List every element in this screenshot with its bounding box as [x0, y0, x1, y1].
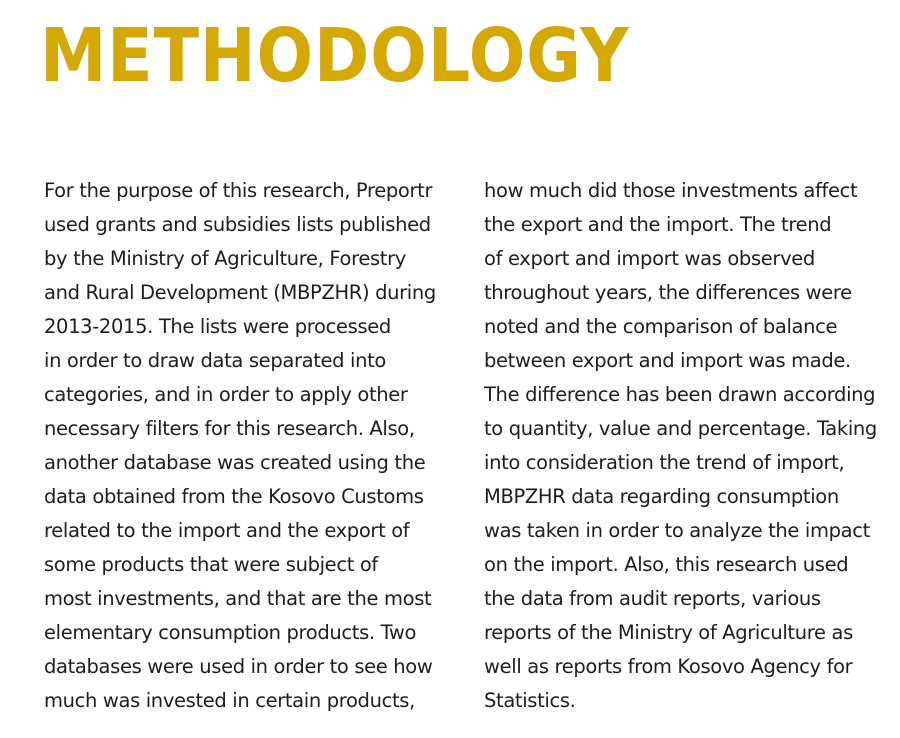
text-line: on the import. Also, this research used: [484, 553, 849, 576]
text-line: categories, and in order to apply other: [44, 383, 408, 406]
text-line: was taken in order to analyze the impact: [484, 519, 870, 542]
text-line: related to the import and the export of: [44, 519, 410, 542]
text-line: reports of the Ministry of Agriculture as: [484, 621, 853, 644]
text-line: to quantity, value and percentage. Taking: [484, 417, 877, 440]
text-line: 2013-2015. The lists were processed: [44, 315, 391, 338]
text-line: and Rural Development (MBPZHR) during: [44, 281, 436, 304]
text-line: the data from audit reports, various: [484, 587, 821, 610]
text-line: how much did those investments affect: [484, 179, 858, 202]
text-line: Statistics.: [484, 689, 576, 712]
text-line: elementary consumption products. Two: [44, 621, 417, 644]
text-line: between export and import was made.: [484, 349, 851, 372]
text-line: most investments, and that are the most: [44, 587, 432, 610]
text-line: by the Ministry of Agriculture, Forestry: [44, 247, 406, 270]
text-column-left: [44, 174, 464, 718]
text-line: the export and the import. The trend: [484, 213, 832, 236]
text-line: much was invested in certain products,: [44, 689, 415, 712]
text-line: The difference has been drawn according: [484, 383, 876, 406]
text-line: MBPZHR data regarding consumption: [484, 485, 839, 508]
text-line: throughout years, the differences were: [484, 281, 852, 304]
text-line: another database was created using the: [44, 451, 426, 474]
text-line: noted and the comparison of balance: [484, 315, 838, 338]
text-line: data obtained from the Kosovo Customs: [44, 485, 424, 508]
text-line: databases were used in order to see how: [44, 655, 433, 678]
text-line: into consideration the trend of import,: [484, 451, 845, 474]
page-title: METHODOLOGY: [40, 13, 630, 99]
text-column-right: [484, 174, 896, 718]
text-line: For the purpose of this research, Preportr: [44, 179, 433, 202]
text-line: well as reports from Kosovo Agency for: [484, 655, 853, 678]
text-line: in order to draw data separated into: [44, 349, 386, 372]
text-line: necessary filters for this research. Also,: [44, 417, 415, 440]
text-line: some products that were subject of: [44, 553, 378, 576]
text-line: of export and import was observed: [484, 247, 815, 270]
text-line: used grants and subsidies lists published: [44, 213, 431, 236]
